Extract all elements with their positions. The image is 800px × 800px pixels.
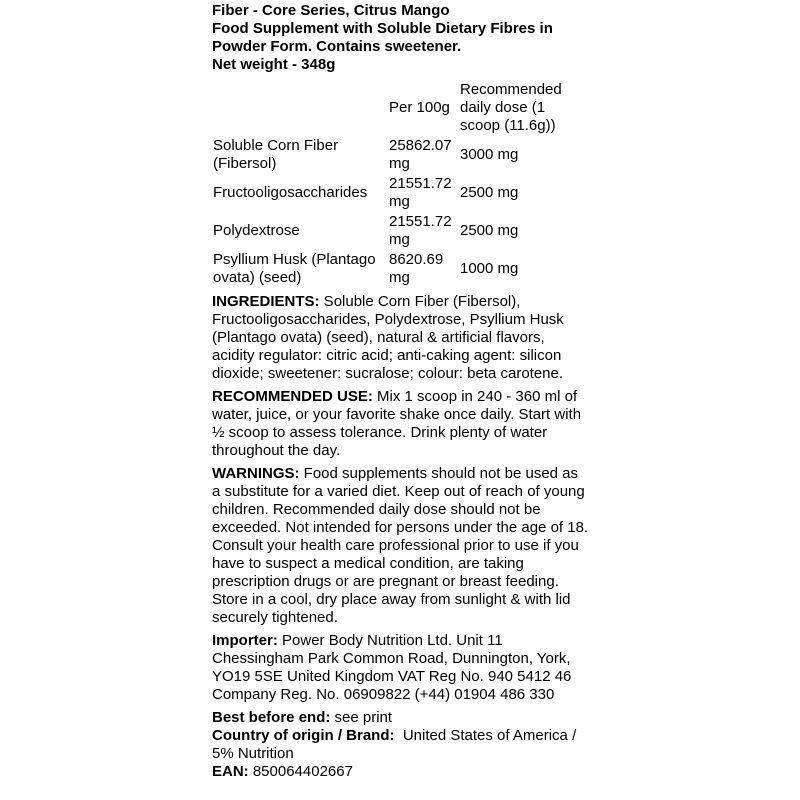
product-title: Fiber - Core Series, Citrus Mango	[212, 2, 450, 19]
ingredients-label: INGREDIENTS:	[212, 293, 320, 310]
recommended-use-section	[212, 388, 590, 460]
ingredients-text: Soluble Corn Fiber (Fibersol), Fructooligosaccharides, Polydextrose, Psyllium Husk (Plantago ovata) (seed), natural & artificial flavors, acidity regulator: citric acid; anti-caking agent: silicon dioxide; sweetener: sucralose; colour: beta carotene.	[212, 293, 564, 382]
table-header-row	[212, 80, 589, 136]
row-per100: 25862.07 mg	[389, 137, 452, 172]
warnings-label: WARNINGS:	[212, 465, 300, 482]
row-dose: 1000 mg	[460, 260, 519, 277]
best-before-label: Best before end:	[212, 709, 331, 726]
column-header-name	[212, 80, 388, 136]
column-header-dose: Recommended daily dose (1 scoop (11.6g))	[460, 81, 562, 134]
row-name: Polydextrose	[213, 222, 300, 239]
origin-label: Country of origin / Brand:	[212, 727, 395, 744]
warnings-text: Food supplements should not be used as a substitute for a varied diet. Keep out of reach of young children. Recommended daily dose should not be exceeded. Not intended for persons under the age of 18. Consult your health care professional prior to use if you have to suspect a medical condition, are taking prescription drugs or are pregnant or breast feeding. Store in a cool, dry place away from sunlight & with lid securely tightened.	[212, 465, 589, 626]
nutrition-table	[212, 80, 589, 288]
importer-section	[212, 632, 590, 704]
row-name: Fructooligosaccharides	[213, 184, 368, 201]
warnings-section	[212, 465, 590, 627]
origin-section	[212, 727, 590, 763]
net-weight: Net weight - 348g	[212, 56, 336, 73]
best-before-section	[212, 709, 590, 727]
importer-text: Power Body Nutrition Ltd. Unit 11 Chessingham Park Common Road, Dunnington, York, YO19 5SE United Kingdom VAT Reg No. 940 5412 46 Company Reg. No. 06909822 (+44) 01904 486 330	[212, 632, 572, 703]
row-per100: 21551.72 mg	[389, 175, 452, 210]
row-dose: 2500 mg	[460, 222, 519, 239]
recommended-use-label: RECOMMENDED USE:	[212, 388, 373, 405]
best-before-text: see print	[330, 709, 393, 726]
product-label-document	[212, 2, 590, 781]
table-row	[212, 212, 589, 250]
row-name: Psyllium Husk (Plantago ovata) (seed)	[213, 251, 376, 286]
column-header-per100: Per 100g	[389, 99, 450, 116]
row-dose: 3000 mg	[460, 146, 519, 163]
recommended-use-text: Mix 1 scoop in 240 - 360 ml of water, juice, or your favorite shake once daily. Start with ½ scoop to assess tolerance. Drink plenty of water throughout the day.	[212, 388, 582, 459]
ean-label: EAN:	[212, 763, 249, 780]
table-row	[212, 250, 589, 288]
row-per100: 21551.72 mg	[389, 213, 452, 248]
importer-label: Importer:	[212, 632, 278, 649]
row-name: Soluble Corn Fiber (Fibersol)	[213, 137, 339, 172]
table-row	[212, 136, 589, 174]
table-row	[212, 174, 589, 212]
row-dose: 2500 mg	[460, 184, 519, 201]
product-subtitle: Food Supplement with Soluble Dietary Fibres in Powder Form. Contains sweetener.	[212, 20, 553, 55]
ean-section	[212, 763, 590, 781]
ean-text: 850064402667	[248, 763, 353, 780]
row-per100: 8620.69 mg	[389, 251, 444, 286]
origin-text: United States of America / 5% Nutrition	[212, 727, 581, 762]
ingredients-section	[212, 293, 590, 383]
